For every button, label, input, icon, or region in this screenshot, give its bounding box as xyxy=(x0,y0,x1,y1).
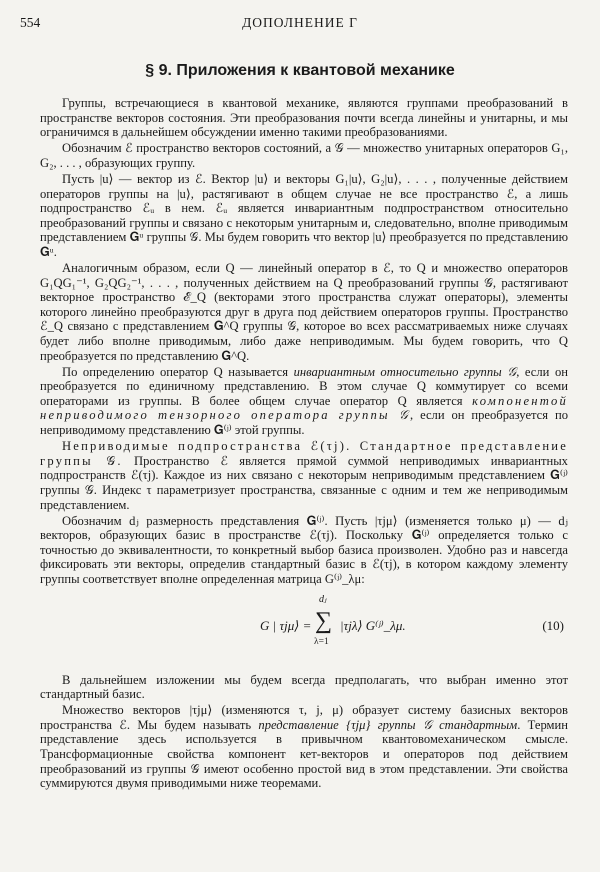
paragraph-9-text-c: . Термин представление здесь используется в привычном квантовомеханическом смысле. Трансформационные свойства компонент кет-векторов и операторов под действием преобразований из группы 𝒢 имеют особенно простой вид в этом представлении. Эти свойства суммируются двумя приводимыми ниже теоремами. xyxy=(40,717,568,791)
sum-lower-limit: λ=1 xyxy=(314,636,329,647)
term-tensor-operator: компонентой неприводимого тензорного оператора группы 𝒢 xyxy=(40,393,568,423)
equation-rhs: |τjλ⟩ G⁽ʲ⁾_λμ. xyxy=(340,617,406,633)
page-number: 554 xyxy=(20,15,41,30)
paragraph-2: Обозначим ℰ пространство векторов состояний, а 𝒢 — множество унитарных операторов G₁, G₂, . . . , образующих группу. xyxy=(40,141,568,170)
paragraph-6 xyxy=(40,439,568,512)
paragraph-5-text-e: , если он преобразуется по неприводимому представлению 𝐆⁽ʲ⁾ этой группы. xyxy=(40,408,568,438)
paragraph-7: Обозначим dⱼ размерность представления 𝐆⁽ʲ⁾. Пусть |τjμ⟩ (изменяется только μ) — dⱼ векторов, образующих базис в пространстве ℰ(τj). Поскольку 𝐆⁽ʲ⁾ определяется только с точностью до эквивалентности, то конкретный выбор базиса произволен. Удобно раз и навсегда фиксировать эти векторы, определив стандартный базис в ℰ(τj), в котором каждому элементу группы соответствует вполне определенная матрица G⁽ʲ⁾_λμ: xyxy=(40,513,568,586)
running-header xyxy=(20,15,580,31)
equation-10 xyxy=(40,593,568,665)
paragraph-4: Аналогичным образом, если Q — линейный оператор в ℰ, то Q и множество операторов G₁QG₁⁻¹, G₂QG₂⁻¹, . . . , полученных действием на Q преобразований группы 𝒢, растягивают векторное пространство ℰ_Q (векторами этого пространства служат операторы), элементы которого линейно преобразуются друг в друга под действием операторов группы. Пространство ℰ_Q связано с представлением 𝐆^Q группы 𝒢, которое во всех рассматриваемых ниже случаях будет либо вполне приводимым, либо даже неприводимым. Мы будем говорить, что Q преобразуется по представлению 𝐆^Q. xyxy=(40,261,568,363)
term-standard-representation: представление {τjμ} группы 𝒢 стандартным xyxy=(258,717,518,732)
equation-lhs: G | τjμ⟩ = xyxy=(260,617,312,633)
paragraph-9 xyxy=(40,703,568,791)
sum-upper-limit: dⱼ xyxy=(319,593,327,605)
term-invariant-operator: инвариантным относительно группы 𝒢 xyxy=(293,364,517,379)
paragraph-3: Пусть |u⟩ — вектор из ℰ. Вектор |u⟩ и векторы G₁|u⟩, G₂|u⟩, . . . , полученные действием операторов группы на |u⟩, растягивают в общем случае не все пространство ℰ, а лишь подпространство ℰᵤ в нем. ℰᵤ является инвариантным подпространством относительно преобразований группы и связано с некоторым унитарным и, следовательно, вполне приводимым представлением 𝐆ᵘ группы 𝒢. Мы будем говорить что вектор |u⟩ преобразуется по представлению 𝐆ᵘ. xyxy=(40,171,568,259)
paragraph-5-text-c: , если он преобразуется по единичному представлению. В этом случае Q коммутирует со всеми операторами из группы. В более общем случае оператор Q является xyxy=(40,364,568,408)
subheading-irreducible-subspaces: Неприводимые подпространства ℰ(τj). Стандартное представление группы 𝒢. xyxy=(40,439,568,468)
paragraph-5 xyxy=(40,365,568,438)
paragraph-9-text-a: Множество векторов |τjμ⟩ (изменяются τ, j, μ) образует систему базисных векторов пространства ℰ. Мы будем называть xyxy=(40,703,568,732)
section-title: § 9. Приложения к квантовой механике xyxy=(145,62,455,79)
sum-symbol: ∑ xyxy=(315,607,333,634)
body-text xyxy=(40,96,568,792)
paragraph-6-text: Пространство ℰ является прямой суммой неприводимых инвариантных подпространств ℰ(τj). Каждое из них связано с некоторым неприводимым представлением 𝐆⁽ʲ⁾ группы 𝒢. Индекс τ параметризует пространства, связанные с одним и тем же неприводимым представлением. xyxy=(40,453,568,512)
paragraph-1: Группы, встречающиеся в квантовой механике, являются группами преобразований в пространстве векторов состояния. Эти преобразования почти всегда линейны и унитарны, и мы ограничимся в дальнейшем обсуждении именно такими преобразованиями. xyxy=(40,96,568,140)
paragraph-8: В дальнейшем изложении мы будем всегда предполагать, что выбран именно этот стандартный базис. xyxy=(40,672,568,702)
equation-number: (10) xyxy=(542,617,564,633)
paragraph-5-text-a: По определению оператор Q называется xyxy=(62,364,294,379)
running-title: ДОПОЛНЕНИЕ Г xyxy=(242,15,358,30)
